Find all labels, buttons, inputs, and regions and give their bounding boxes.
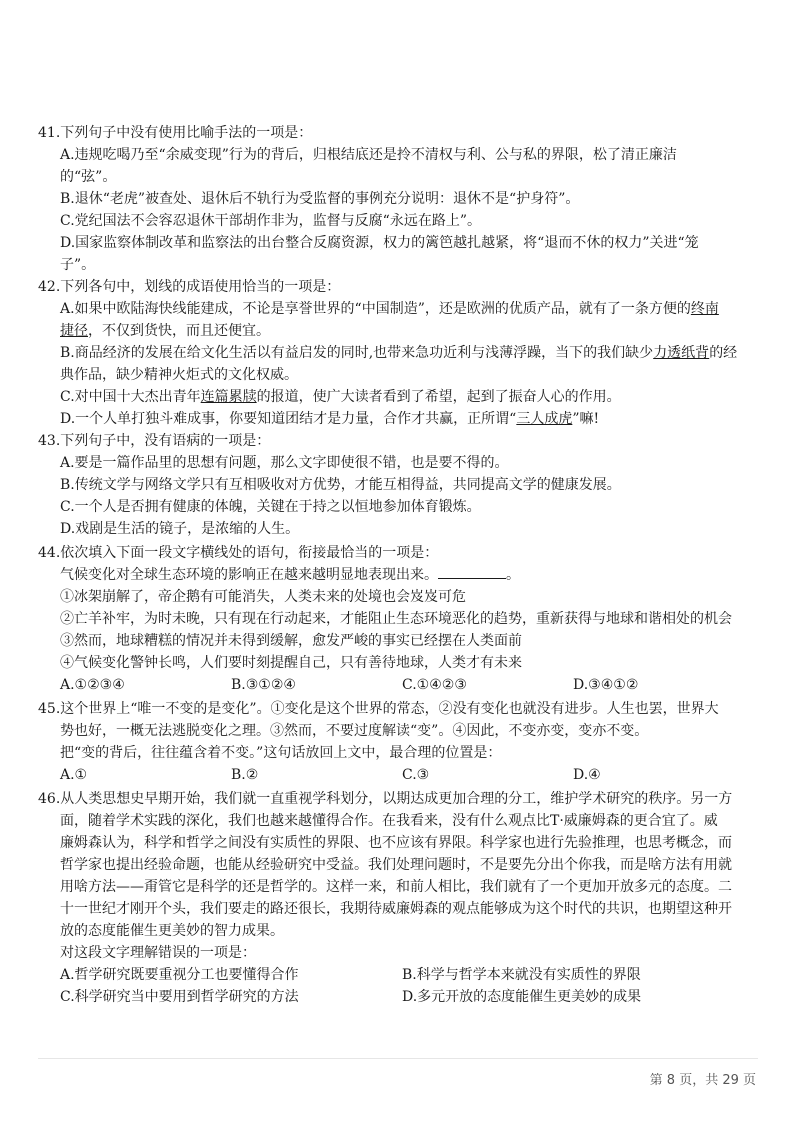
page-number: 第 8 页，共 29 页 bbox=[649, 1073, 756, 1088]
question-41 bbox=[38, 122, 758, 276]
passage-line: 廉姆森认为，科学和哲学之间没有实质性的界限、也不应该有界限。科学家也进行先验推理，也思考概念，而 bbox=[60, 835, 732, 851]
option-d: D.④ bbox=[573, 767, 601, 783]
passage-line: 46.从人类思想史早期开始，我们就一直重视学科划分，以期达成更加合理的分工，维护学术研究的秩序。另一方 bbox=[38, 791, 733, 807]
passage-lead bbox=[38, 564, 758, 586]
passage-line: 哲学家也提出经验命题，也能从经验研究中受益。我们处理问题时，不是要先分出个你我，而是啥方法有用就 bbox=[60, 857, 732, 873]
passage-line: 十一世纪才刚开个头，我们要走的路还很长，我期待威廉姆森的观点能够成为这个时代的共识，也期望这种开 bbox=[60, 901, 732, 917]
option-text: 的经 bbox=[709, 345, 738, 361]
option-a: A.① bbox=[60, 767, 88, 783]
question-stem-cont: 势也好，一概无法逃脱变化之理。③然而，不要过度解读“变”。④因此，不变亦变，变亦不变。 bbox=[60, 723, 649, 739]
option-b-cont: 典作品，缺少精神火炬式的文化权威。 bbox=[60, 367, 298, 383]
footer-divider bbox=[38, 1058, 758, 1059]
option-d: D.多元开放的态度能催生更美妙的成果 bbox=[402, 989, 642, 1005]
option-text: D.一个人单打独斗难成事，你要知道团结才是力量，合作才共赢，正所谓“ bbox=[60, 411, 517, 427]
option-d-cont: 子”。 bbox=[60, 257, 96, 273]
question-ask: 把“变的背后，往往蕴含着不变。”这句话放回上文中，最合理的位置是： bbox=[60, 745, 502, 761]
question-stem: 41.下列句子中没有使用比喻手法的一项是： bbox=[38, 125, 313, 141]
option-text: ”嘛! bbox=[572, 411, 600, 427]
option-a bbox=[38, 298, 758, 320]
underlined-idiom: 三人成虎 bbox=[516, 411, 573, 427]
options-row-2 bbox=[38, 986, 758, 1008]
question-ask: 对这段文字理解错误的一项是： bbox=[60, 945, 256, 961]
option-c: C.一个人是否拥有健康的体魄，关键在于持之以恒地参加体育锻炼。 bbox=[60, 499, 481, 515]
option-d: D.③④①② bbox=[573, 677, 639, 693]
passage-line: 放的态度能催生更美妙的智力成果。 bbox=[60, 923, 284, 939]
option-c: C.科学研究当中要用到哲学研究的方法 bbox=[60, 989, 299, 1005]
sentence-1: ①冰架崩解了，帝企鹅有可能消失，人类未来的处境也会岌岌可危 bbox=[60, 589, 466, 605]
underlined-idiom: 捷径 bbox=[60, 323, 88, 339]
option-text: C.对中国十大杰出青年 bbox=[60, 389, 201, 405]
question-45 bbox=[38, 698, 758, 786]
options-row bbox=[38, 764, 758, 786]
option-d: D.国家监察体制改革和监察法的出台整合反腐资源，权力的篱笆越扎越紧，将“退而不休的权力”关进“笼 bbox=[60, 235, 699, 251]
question-stem: 44.依次填入下面一段文字横线处的语句，衔接最恰当的一项是： bbox=[38, 545, 439, 561]
sentence-3: ③然而，地球糟糕的情况并未得到缓解，愈发严峻的事实已经摆在人类面前 bbox=[60, 633, 522, 649]
option-b: B.科学与哲学本来就没有实质性的界限 bbox=[402, 967, 641, 983]
option-b: B.③①②④ bbox=[231, 677, 296, 693]
underlined-idiom: 力透纸背 bbox=[653, 345, 710, 361]
option-c bbox=[38, 386, 758, 408]
option-b: B.② bbox=[231, 767, 259, 783]
question-stem: 45.这个世界上“唯一不变的是变化”。①变化是这个世界的常态，②没有变化也就没有进步。人生也罢，世界大 bbox=[38, 701, 719, 717]
question-43 bbox=[38, 430, 758, 540]
option-text: ，不仅到货快，而且还便宜。 bbox=[88, 323, 270, 339]
option-c: C.党纪国法不会容忍退休干部胡作非为，监督与反腐“永远在路上”。 bbox=[60, 213, 481, 229]
option-d bbox=[38, 408, 758, 430]
option-a: A.要是一篇作品里的思想有问题，那么文字即使很不错，也是要不得的。 bbox=[60, 455, 509, 471]
sentence-2: ②亡羊补牢，为时未晚，只有现在行动起来，才能阻止生态环境恶化的趋势，重新获得与地球和谐相处的机会 bbox=[60, 611, 732, 627]
underlined-idiom: 终南 bbox=[690, 301, 719, 317]
option-a: A.①②③④ bbox=[60, 677, 125, 693]
option-a: A.哲学研究既要重视分工也要懂得合作 bbox=[60, 967, 299, 983]
option-b bbox=[38, 342, 758, 364]
option-b: B.退休“老虎”被查处、退休后不轨行为受监督的事例充分说明：退休不是“护身符”。 bbox=[60, 191, 580, 207]
option-text: B.商品经济的发展在给文化生活以有益启发的同时,也带来急功近利与浅薄浮躁，当下的我们缺少 bbox=[60, 345, 654, 361]
underlined-idiom: 连篇累牍 bbox=[200, 389, 257, 405]
option-d: D.戏剧是生活的镜子，是浓缩的人生。 bbox=[60, 521, 300, 537]
options-row-1 bbox=[38, 964, 758, 986]
option-c: C.①④②③ bbox=[402, 677, 467, 693]
question-46 bbox=[38, 788, 758, 1008]
options-row bbox=[38, 674, 758, 696]
option-a: A.违规吃喝乃至“余威变现”行为的背后，归根结底还是拎不清权与利、公与私的界限，松了清正廉洁 bbox=[60, 147, 677, 163]
option-c: C.③ bbox=[402, 767, 430, 783]
question-42 bbox=[38, 276, 758, 430]
passage-text: 。 bbox=[506, 567, 520, 583]
option-a-cont: 的“弦”。 bbox=[60, 169, 117, 185]
option-a-cont bbox=[38, 320, 758, 342]
passage-line: 用啥方法——甭管它是科学的还是哲学的。这样一来，和前人相比，我们就有了一个更加开放多元的态度。二 bbox=[60, 879, 732, 895]
passage-text: 气候变化对全球生态环境的影响正在越来越明显地表现出来。 bbox=[60, 567, 438, 583]
sentence-4: ④气候变化警钟长鸣，人们要时刻提醒自己，只有善待地球，人类才有未来 bbox=[60, 655, 522, 671]
option-text: 的报道，使广大读者看到了希望，起到了振奋人心的作用。 bbox=[256, 389, 621, 405]
option-text: A.如果中欧陆海快线能建成，不论是享誉世界的“中国制造”，还是欧洲的优质产品，就有了一条方便的 bbox=[60, 301, 691, 317]
question-44 bbox=[38, 542, 758, 696]
passage-line: 面，随着学术实践的深化，我们也越来越懂得合作。在我看来，没有什么观点比T·威廉姆森的更合宜了。威 bbox=[60, 813, 718, 829]
option-b: B.传统文学与网络文学只有互相吸收对方优势，才能互相得益，共同提高文学的健康发展。 bbox=[60, 477, 621, 493]
question-stem: 42.下列各句中，划线的成语使用恰当的一项是： bbox=[38, 279, 341, 295]
answer-blank bbox=[438, 566, 506, 579]
question-stem: 43.下列句子中，没有语病的一项是： bbox=[38, 433, 271, 449]
